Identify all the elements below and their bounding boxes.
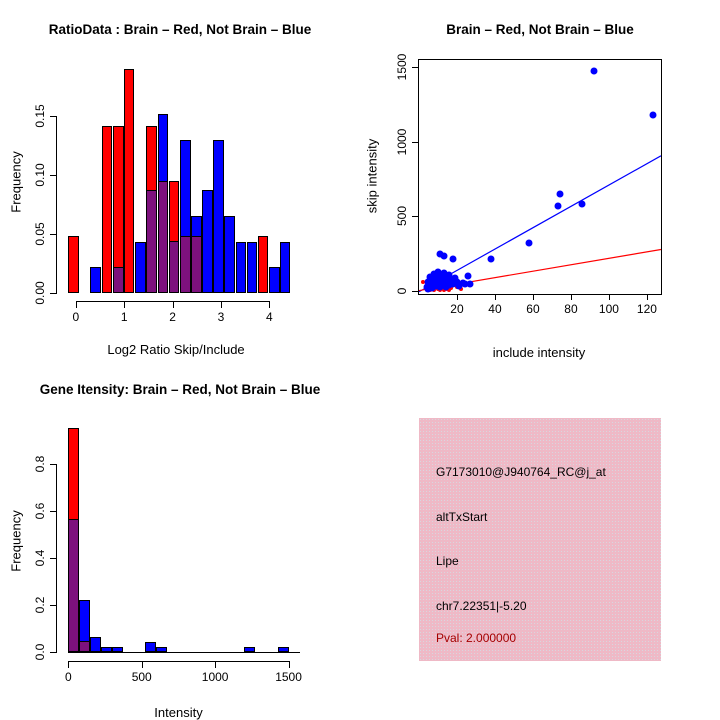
pval-text: Pval: 2.000000 [436, 631, 517, 645]
not-brain-data-point [526, 240, 533, 247]
gene-intensity-histogram-plot [33, 420, 302, 684]
y-axis-tick [50, 652, 57, 653]
not-brain-histogram-bar [112, 647, 123, 652]
x-axis-tick [76, 302, 77, 308]
brain-histogram-bar [124, 69, 135, 293]
y-tick-label: 1500 [395, 53, 409, 81]
x-tick-label: 120 [636, 302, 657, 316]
brain-histogram-bar [68, 236, 79, 292]
x-tick-label: 1 [120, 310, 128, 324]
y-axis-tick [50, 116, 57, 117]
overlap-histogram-bar [79, 641, 90, 652]
gene-histogram-y-axis-label: Frequency [8, 510, 24, 572]
not-brain-histogram-bar [269, 267, 280, 293]
not-brain-histogram-bar [145, 642, 156, 652]
y-axis-tick [50, 464, 57, 465]
not-brain-histogram-bar [280, 242, 291, 293]
ratio-histogram-plot [33, 62, 295, 324]
y-tick-label: 0.8 [33, 455, 47, 473]
overlap-histogram-bar [169, 241, 180, 293]
y-tick-label: 0.05 [33, 222, 47, 246]
x-axis-tick [221, 302, 222, 308]
not-brain-histogram-bar [247, 242, 258, 293]
y-axis-tick [50, 558, 57, 559]
x-axis-line [68, 661, 289, 662]
gene-symbol-text: Lipe [436, 554, 459, 568]
x-axis-tick [269, 302, 270, 308]
x-axis-tick [609, 294, 610, 300]
not-brain-data-point [488, 255, 495, 262]
y-tick-label: 0.00 [33, 280, 47, 305]
not-brain-data-point [579, 200, 586, 207]
x-axis-tick [533, 294, 534, 300]
scatter-x-axis-label: include intensity [492, 345, 586, 360]
overlap-histogram-bar [113, 267, 124, 293]
y-tick-label: 0.0 [33, 643, 47, 660]
x-axis-tick [68, 662, 69, 668]
zero-baseline [68, 652, 300, 653]
not-brain-histogram-bar [244, 647, 255, 652]
x-axis-tick [495, 294, 496, 300]
not-brain-histogram-bar [224, 216, 235, 292]
y-tick-label: 0.15 [33, 104, 47, 128]
x-axis-tick [647, 294, 648, 300]
location-text: chr7.22351|-5.20 [436, 599, 527, 613]
x-tick-label: 500 [131, 670, 152, 684]
not-brain-data-point [440, 253, 447, 260]
y-axis-tick [412, 216, 419, 217]
brain-histogram-bar [102, 126, 113, 293]
y-tick-label: 0.4 [33, 549, 47, 567]
x-tick-label: 20 [450, 302, 464, 316]
x-tick-label: 4 [266, 310, 273, 324]
overlap-histogram-bar [191, 236, 202, 292]
panel-intensity-scatter [360, 0, 720, 360]
not-brain-data-point [554, 202, 561, 209]
not-brain-histogram-bar [90, 637, 101, 652]
scatter-y-axis-label: skip intensity [364, 138, 380, 214]
x-axis-tick [142, 662, 143, 668]
x-tick-label: 60 [526, 302, 540, 316]
x-tick-label: 1500 [275, 670, 302, 684]
y-axis-tick [50, 511, 57, 512]
x-tick-label: 2 [169, 310, 176, 324]
not-brain-histogram-bar [213, 140, 224, 293]
not-brain-histogram-bar [156, 647, 167, 652]
scatter-title: Brain – Red, Not Brain – Blue [446, 22, 634, 37]
probe-id-text: G7173010@J940764_RC@j_at [436, 465, 606, 479]
y-axis-tick [50, 605, 57, 606]
panel-gene-info [360, 360, 720, 720]
gene-histogram-title: Gene Itensity: Brain – Red, Not Brain – Blue [39, 382, 321, 397]
y-axis-tick [50, 234, 57, 235]
ratio-histogram-x-axis-label: Log2 Ratio Skip/Include [107, 342, 245, 357]
y-axis-tick [50, 175, 57, 176]
not-brain-histogram-bar [202, 190, 213, 292]
not-brain-data-point [465, 273, 472, 280]
not-brain-data-point [649, 111, 656, 118]
y-tick-label: 0 [395, 287, 409, 295]
not-brain-histogram-bar [236, 242, 247, 293]
x-axis-tick [124, 302, 125, 308]
x-axis-tick [215, 662, 216, 668]
event-type-text: altTxStart [436, 510, 488, 524]
ratio-histogram-title: RatioData : Brain – Red, Not Brain – Blue [48, 22, 312, 37]
y-axis-tick [412, 142, 419, 143]
not-brain-histogram-bar [90, 267, 101, 293]
x-tick-label: 0 [64, 670, 72, 684]
y-tick-label: 0.10 [33, 163, 47, 187]
x-tick-label: 0 [72, 310, 80, 324]
x-tick-label: 80 [564, 302, 578, 316]
not-brain-histogram-bar [101, 647, 112, 652]
y-tick-label: 1000 [395, 128, 409, 155]
x-tick-label: 100 [598, 302, 619, 316]
not-brain-data-point [467, 281, 474, 288]
intensity-scatter-plot [395, 53, 662, 316]
gene-histogram-x-axis-label: Intensity [154, 705, 203, 720]
fit-line [419, 156, 661, 292]
x-tick-label: 3 [217, 310, 225, 324]
overlap-histogram-bar [146, 190, 157, 292]
y-tick-label: 0.2 [33, 596, 47, 613]
panel-ratio-histogram [0, 0, 360, 360]
x-tick-label: 1000 [201, 670, 229, 684]
gene-info-box [419, 418, 661, 661]
y-axis-tick [50, 293, 57, 294]
y-axis-line [56, 116, 57, 293]
brain-histogram-bar [258, 236, 269, 292]
overlap-histogram-bar [158, 181, 169, 293]
x-axis-tick [173, 302, 174, 308]
y-tick-label: 0.6 [33, 502, 47, 520]
ratio-histogram-y-axis-label: Frequency [8, 151, 24, 213]
y-axis-tick [412, 291, 419, 292]
not-brain-histogram-bar [135, 242, 146, 293]
x-axis-tick [457, 294, 458, 300]
not-brain-histogram-bar [278, 647, 289, 652]
x-axis-tick [571, 294, 572, 300]
not-brain-data-point [556, 190, 563, 197]
not-brain-data-point [450, 255, 457, 262]
overlap-histogram-bar [68, 519, 79, 652]
x-tick-label: 40 [488, 302, 502, 316]
overlap-histogram-bar [180, 236, 191, 292]
panel-gene-intensity-histogram [0, 360, 360, 720]
x-axis-tick [289, 662, 290, 668]
not-brain-data-point [590, 68, 597, 75]
y-axis-tick [412, 67, 419, 68]
y-tick-label: 500 [395, 206, 409, 227]
